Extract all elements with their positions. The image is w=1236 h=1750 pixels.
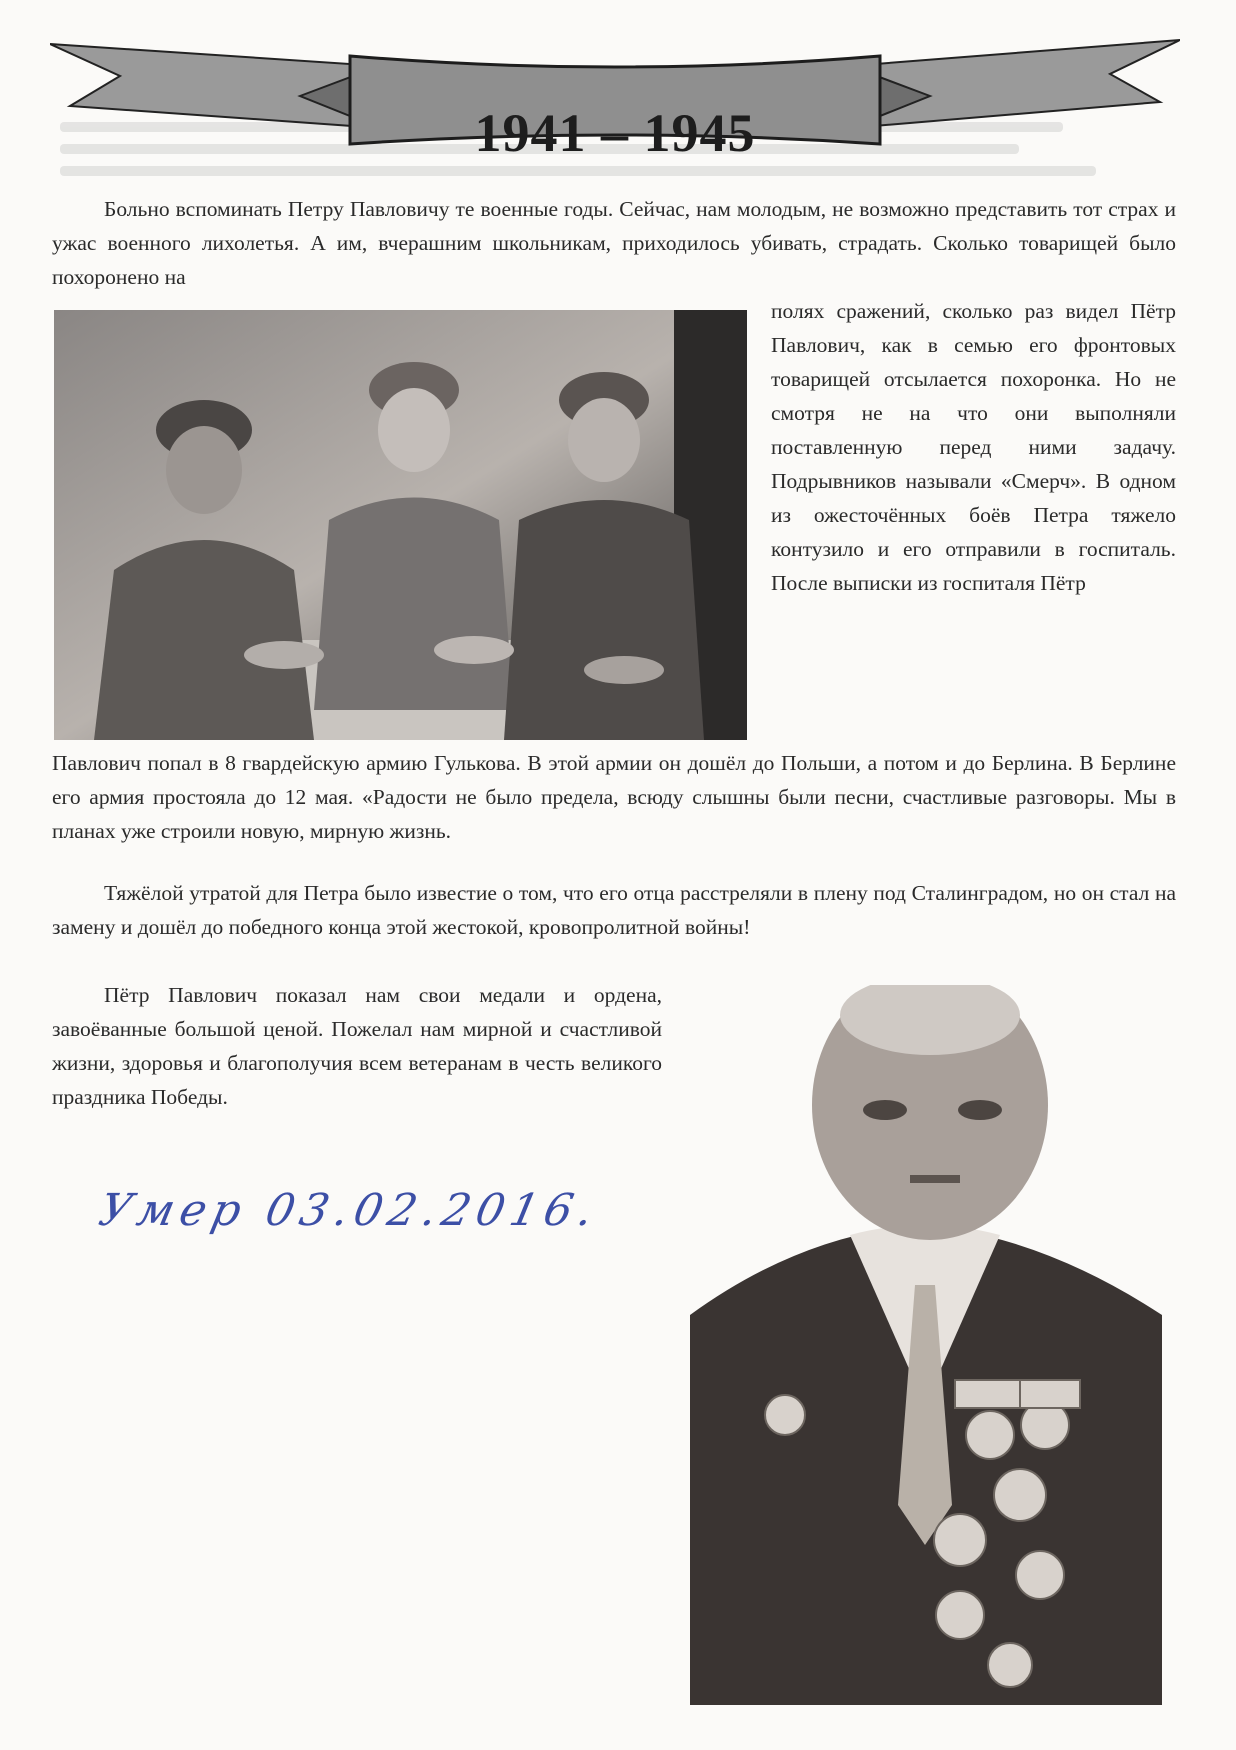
intro-text: Больно вспоминать Петру Павловичу те военные годы. Сейчас, нам молодым, не возможно представить тот страх и ужас военного лихолетья. А им, вчерашним школьникам, приходилось убивать, страдать. Сколько товарищей было похоронено на	[52, 197, 1176, 289]
soldiers-group-photo	[54, 310, 747, 740]
right-column-text: полях сражений, сколько раз видел Пётр Павлович, как в семью его фронтовых товарищей отсылается похоронка. Но не смотря не на что они выполняли поставленную перед ними задачу. Подрывников называли «Смерч». В одном из ожесточённых боёв Петра тяжело контузило и его отправили в госпиталь. После выписки из госпиталя Пётр	[771, 299, 1176, 595]
banner-title: 1941 – 1945	[474, 103, 756, 163]
intro-paragraph	[52, 192, 1176, 294]
after-photo-text: Павлович попал в 8 гвардейскую армию Гулькова. В этой армии он дошёл до Польши, а потом и до Берлина. В Берлине его армия простояла до 12 мая. «Радости не было предела, всюду слышны были песни, счастливые разговоры. Мы в планах уже строили новую, мирную жизнь.	[52, 751, 1176, 843]
right-column-paragraph	[771, 294, 1176, 600]
after-photo-paragraph	[52, 746, 1176, 848]
handwritten-death-note: Умер 03.02.2016.	[94, 1185, 604, 1236]
veteran-portrait-photo	[690, 985, 1162, 1705]
closing-text: Пётр Павлович показал нам свои медали и ордена, завоёванные большой ценой. Пожелал нам мирной и счастливой жизни, здоровья и благополучия всем ветеранам в честь великого праздника Победы.	[52, 983, 662, 1109]
loss-text: Тяжёлой утратой для Петра было известие о том, что его отца расстреляли в плену под Сталинградом, но он стал на замену и дошёл до победного конца этой жестокой, кровопролитной войны!	[52, 881, 1176, 939]
loss-paragraph	[52, 876, 1176, 944]
closing-paragraph	[52, 978, 662, 1114]
title-banner	[50, 36, 1180, 163]
